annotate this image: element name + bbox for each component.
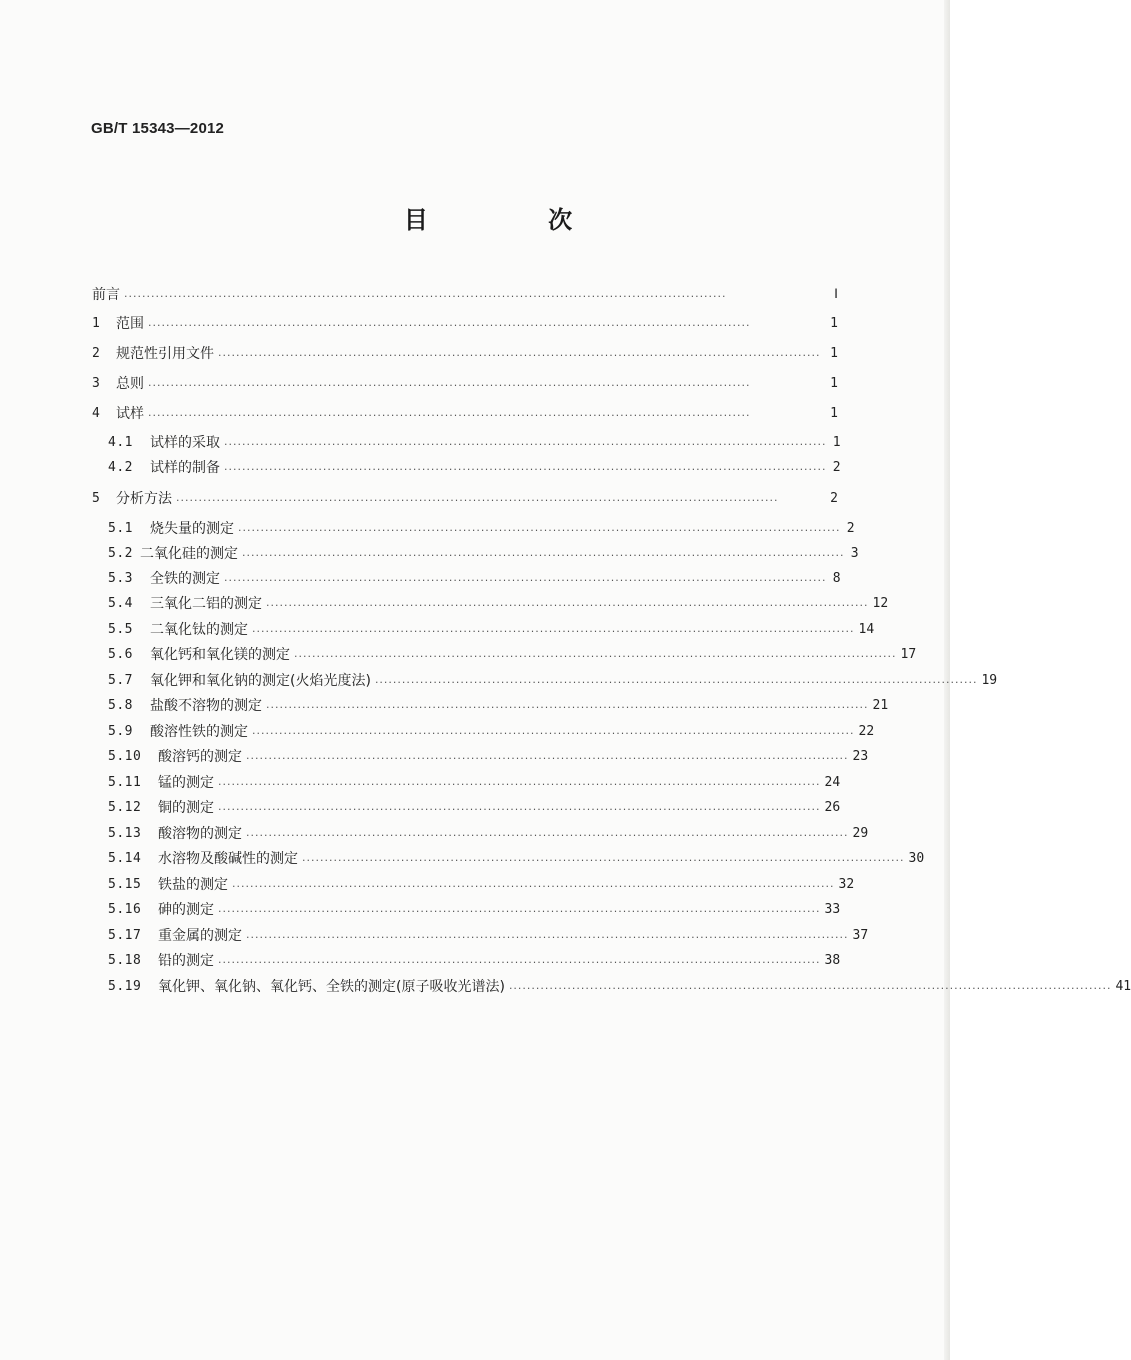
toc-entry-title: 烧失量的测定 — [150, 521, 234, 537]
toc-entry-page: 1 — [830, 375, 838, 391]
toc-entry-5-7[interactable] — [108, 668, 998, 692]
toc-entry-number: 5.5 — [108, 621, 133, 637]
toc-entry-page: 3 — [850, 545, 859, 561]
toc-entry-title: 铜的测定 — [158, 800, 214, 816]
leader-dots: ······································································································································ — [224, 462, 827, 476]
toc-entry-title: 范围 — [116, 316, 144, 332]
toc-entry-number: 5.6 — [108, 646, 133, 662]
leader-dots: ······································································································································ — [266, 700, 869, 714]
toc-entry-2[interactable] — [92, 341, 838, 365]
toc-entry-title: 锰的测定 — [158, 775, 214, 791]
leader-dots: ······································································································································ — [224, 573, 827, 587]
toc-entry-number: 5.3 — [108, 570, 133, 586]
toc-entry-number: 5.7 — [108, 672, 133, 688]
toc-entry-page: 2 — [830, 490, 838, 506]
toc-entry-number: 5.12 — [108, 799, 142, 815]
leader-dots: ······································································································································ — [218, 777, 821, 791]
toc-entry-title: 总则 — [116, 376, 144, 392]
toc-entry-5-14[interactable] — [108, 846, 925, 870]
toc-entry-title: 铅的测定 — [158, 953, 214, 969]
leader-dots: ······································································································································ — [238, 523, 841, 537]
toc-entry-number: 1 — [92, 315, 101, 331]
leader-dots: ······································································································································ — [218, 348, 821, 362]
toc-entry-page: 32 — [838, 876, 855, 892]
toc-entry-5-1[interactable] — [108, 516, 855, 540]
toc-entry-page: 2 — [846, 520, 855, 536]
toc-entry-page: 26 — [824, 799, 841, 815]
toc-entry-number: 5.13 — [108, 825, 142, 841]
toc-entry-number: 5.14 — [108, 850, 142, 866]
leader-dots: ······································································································································ — [242, 548, 845, 562]
toc-entry-page: 22 — [858, 723, 875, 739]
toc-entry-title: 重金属的测定 — [158, 928, 242, 944]
toc-entry-5-3[interactable] — [108, 566, 841, 590]
toc-entry-number: 5.15 — [108, 876, 142, 892]
toc-entry-5-5[interactable] — [108, 617, 875, 641]
toc-entry-5-15[interactable] — [108, 872, 855, 896]
toc-entry-title: 规范性引用文件 — [116, 346, 214, 362]
toc-entry-page: 1 — [830, 345, 838, 361]
toc-entry-number: 5.8 — [108, 697, 133, 713]
leader-dots: ······································································································································ — [246, 751, 849, 765]
leader-dots: ······································································································································ — [176, 493, 779, 507]
toc-entry-number: 4 — [92, 405, 101, 421]
leader-dots: ······································································································································ — [302, 853, 905, 867]
toc-entry-number: 5.9 — [108, 723, 133, 739]
toc-entry-title: 二氧化硅的测定 — [140, 546, 238, 562]
toc-entry-page: 21 — [872, 697, 889, 713]
toc-entry-number: 2 — [92, 345, 101, 361]
toc-entry-preface[interactable] — [92, 282, 838, 306]
leader-dots: ······································································································································ — [294, 649, 897, 663]
toc-entry-title: 全铁的测定 — [150, 571, 220, 587]
leader-dots: ······································································································································ — [246, 930, 849, 944]
toc-entry-5[interactable] — [92, 486, 838, 510]
toc-entry-number: 5.10 — [108, 748, 142, 764]
leader-dots: ······································································································································ — [148, 378, 751, 392]
toc-entry-title: 氧化钾和氧化钠的测定(火焰光度法) — [150, 673, 371, 689]
toc-entry-page: 17 — [900, 646, 917, 662]
toc-entry-title: 砷的测定 — [158, 902, 214, 918]
toc-entry-page: 1 — [830, 315, 838, 331]
toc-entry-number: 5.4 — [108, 595, 133, 611]
toc-entry-page: 29 — [852, 825, 869, 841]
leader-dots: ······································································································································ — [252, 726, 855, 740]
document-code: GB/T 15343—2012 — [91, 120, 225, 137]
leader-dots: ······································································································································ — [124, 289, 727, 303]
toc-entry-page: 41 — [1115, 978, 1131, 994]
toc-entry-page: 23 — [852, 748, 869, 764]
toc-entry-5-12[interactable] — [108, 795, 841, 819]
leader-dots: ······································································································································ — [252, 624, 855, 638]
toc-entry-4-2[interactable] — [108, 455, 841, 479]
toc-entry-5-13[interactable] — [108, 821, 869, 845]
toc-entry-page: 8 — [832, 570, 841, 586]
leader-dots: ······································································································································ — [218, 802, 821, 816]
toc-entry-title: 试样的制备 — [150, 460, 220, 476]
toc-entry-title: 前言 — [92, 287, 120, 303]
toc-entry-title: 三氧化二铝的测定 — [150, 596, 262, 612]
toc-entry-page: 14 — [858, 621, 875, 637]
toc-entry-number: 5.11 — [108, 774, 142, 790]
toc-entry-title: 水溶物及酸碱性的测定 — [158, 851, 298, 867]
leader-dots: ······································································································································ — [224, 437, 827, 451]
toc-entry-title: 酸溶钙的测定 — [158, 749, 242, 765]
toc-entry-number: 5.17 — [108, 927, 142, 943]
toc-entry-5-2[interactable] — [108, 541, 859, 565]
toc-entry-page: 30 — [908, 850, 925, 866]
toc-entry-5-9[interactable] — [108, 719, 875, 743]
leader-dots: ······································································································································ — [374, 675, 978, 689]
toc-entry-page: 1 — [830, 405, 838, 421]
toc-entry-page: 33 — [824, 901, 841, 917]
toc-entry-number: 4.2 — [108, 459, 133, 475]
toc-entry-page: 12 — [872, 595, 889, 611]
toc-entry-title: 铁盐的测定 — [158, 877, 228, 893]
toc-entry-number: 5.19 — [108, 978, 142, 994]
toc-entry-5-18[interactable] — [108, 948, 841, 972]
leader-dots: ······································································································································ — [508, 981, 1112, 995]
leader-dots: ······································································································································ — [148, 318, 751, 332]
leader-dots: ······································································································································ — [148, 408, 751, 422]
toc-entry-number: 5.2 — [108, 545, 133, 561]
toc-entry-number: 5.1 — [108, 520, 133, 536]
toc-entry-page: 37 — [852, 927, 869, 943]
toc-entry-number: 5 — [92, 490, 101, 506]
toc-entry-title: 氧化钙和氧化镁的测定 — [150, 647, 290, 663]
toc-entry-title: 酸溶物的测定 — [158, 826, 242, 842]
toc-entry-5-10[interactable] — [108, 744, 869, 768]
leader-dots: ······································································································································ — [266, 598, 869, 612]
toc-entry-page: 24 — [824, 774, 841, 790]
toc-entry-page: 1 — [832, 434, 841, 450]
toc-entry-number: 5.16 — [108, 901, 142, 917]
toc-entry-title: 分析方法 — [116, 491, 172, 507]
toc-entry-5-6[interactable] — [108, 642, 917, 666]
toc-entry-5-4[interactable] — [108, 591, 889, 615]
toc-entry-title: 氧化钾、氧化钠、氧化钙、全铁的测定(原子吸收光谱法) — [158, 979, 505, 995]
leader-dots: ······································································································································ — [218, 955, 821, 969]
toc-entry-page: 38 — [824, 952, 841, 968]
toc-entry-page: 2 — [832, 459, 841, 475]
toc-entry-5-8[interactable] — [108, 693, 889, 717]
toc-entry-title: 盐酸不溶物的测定 — [150, 698, 262, 714]
toc-entry-3[interactable] — [92, 371, 838, 395]
toc-entry-5-17[interactable] — [108, 923, 869, 947]
toc-entry-page: Ⅰ — [834, 286, 838, 302]
toc-entry-4[interactable] — [92, 401, 838, 425]
toc-entry-1[interactable] — [92, 311, 838, 335]
toc-entry-4-1[interactable] — [108, 430, 841, 454]
toc-entry-5-11[interactable] — [108, 770, 841, 794]
toc-entry-number: 4.1 — [108, 434, 133, 450]
toc-entry-title: 试样 — [116, 406, 144, 422]
toc-entry-title: 试样的采取 — [150, 435, 220, 451]
leader-dots: ······································································································································ — [246, 828, 849, 842]
toc-entry-title: 二氧化钛的测定 — [150, 622, 248, 638]
leader-dots: ······································································································································ — [218, 904, 821, 918]
toc-entry-page: 19 — [981, 672, 998, 688]
leader-dots: ······································································································································ — [232, 879, 835, 893]
toc-title: 目 次 — [403, 206, 629, 234]
toc-entry-5-19[interactable] — [108, 974, 1131, 998]
toc-entry-5-16[interactable] — [108, 897, 841, 921]
toc-entry-title: 酸溶性铁的测定 — [150, 724, 248, 740]
toc-entry-number: 5.18 — [108, 952, 142, 968]
toc-entry-number: 3 — [92, 375, 101, 391]
